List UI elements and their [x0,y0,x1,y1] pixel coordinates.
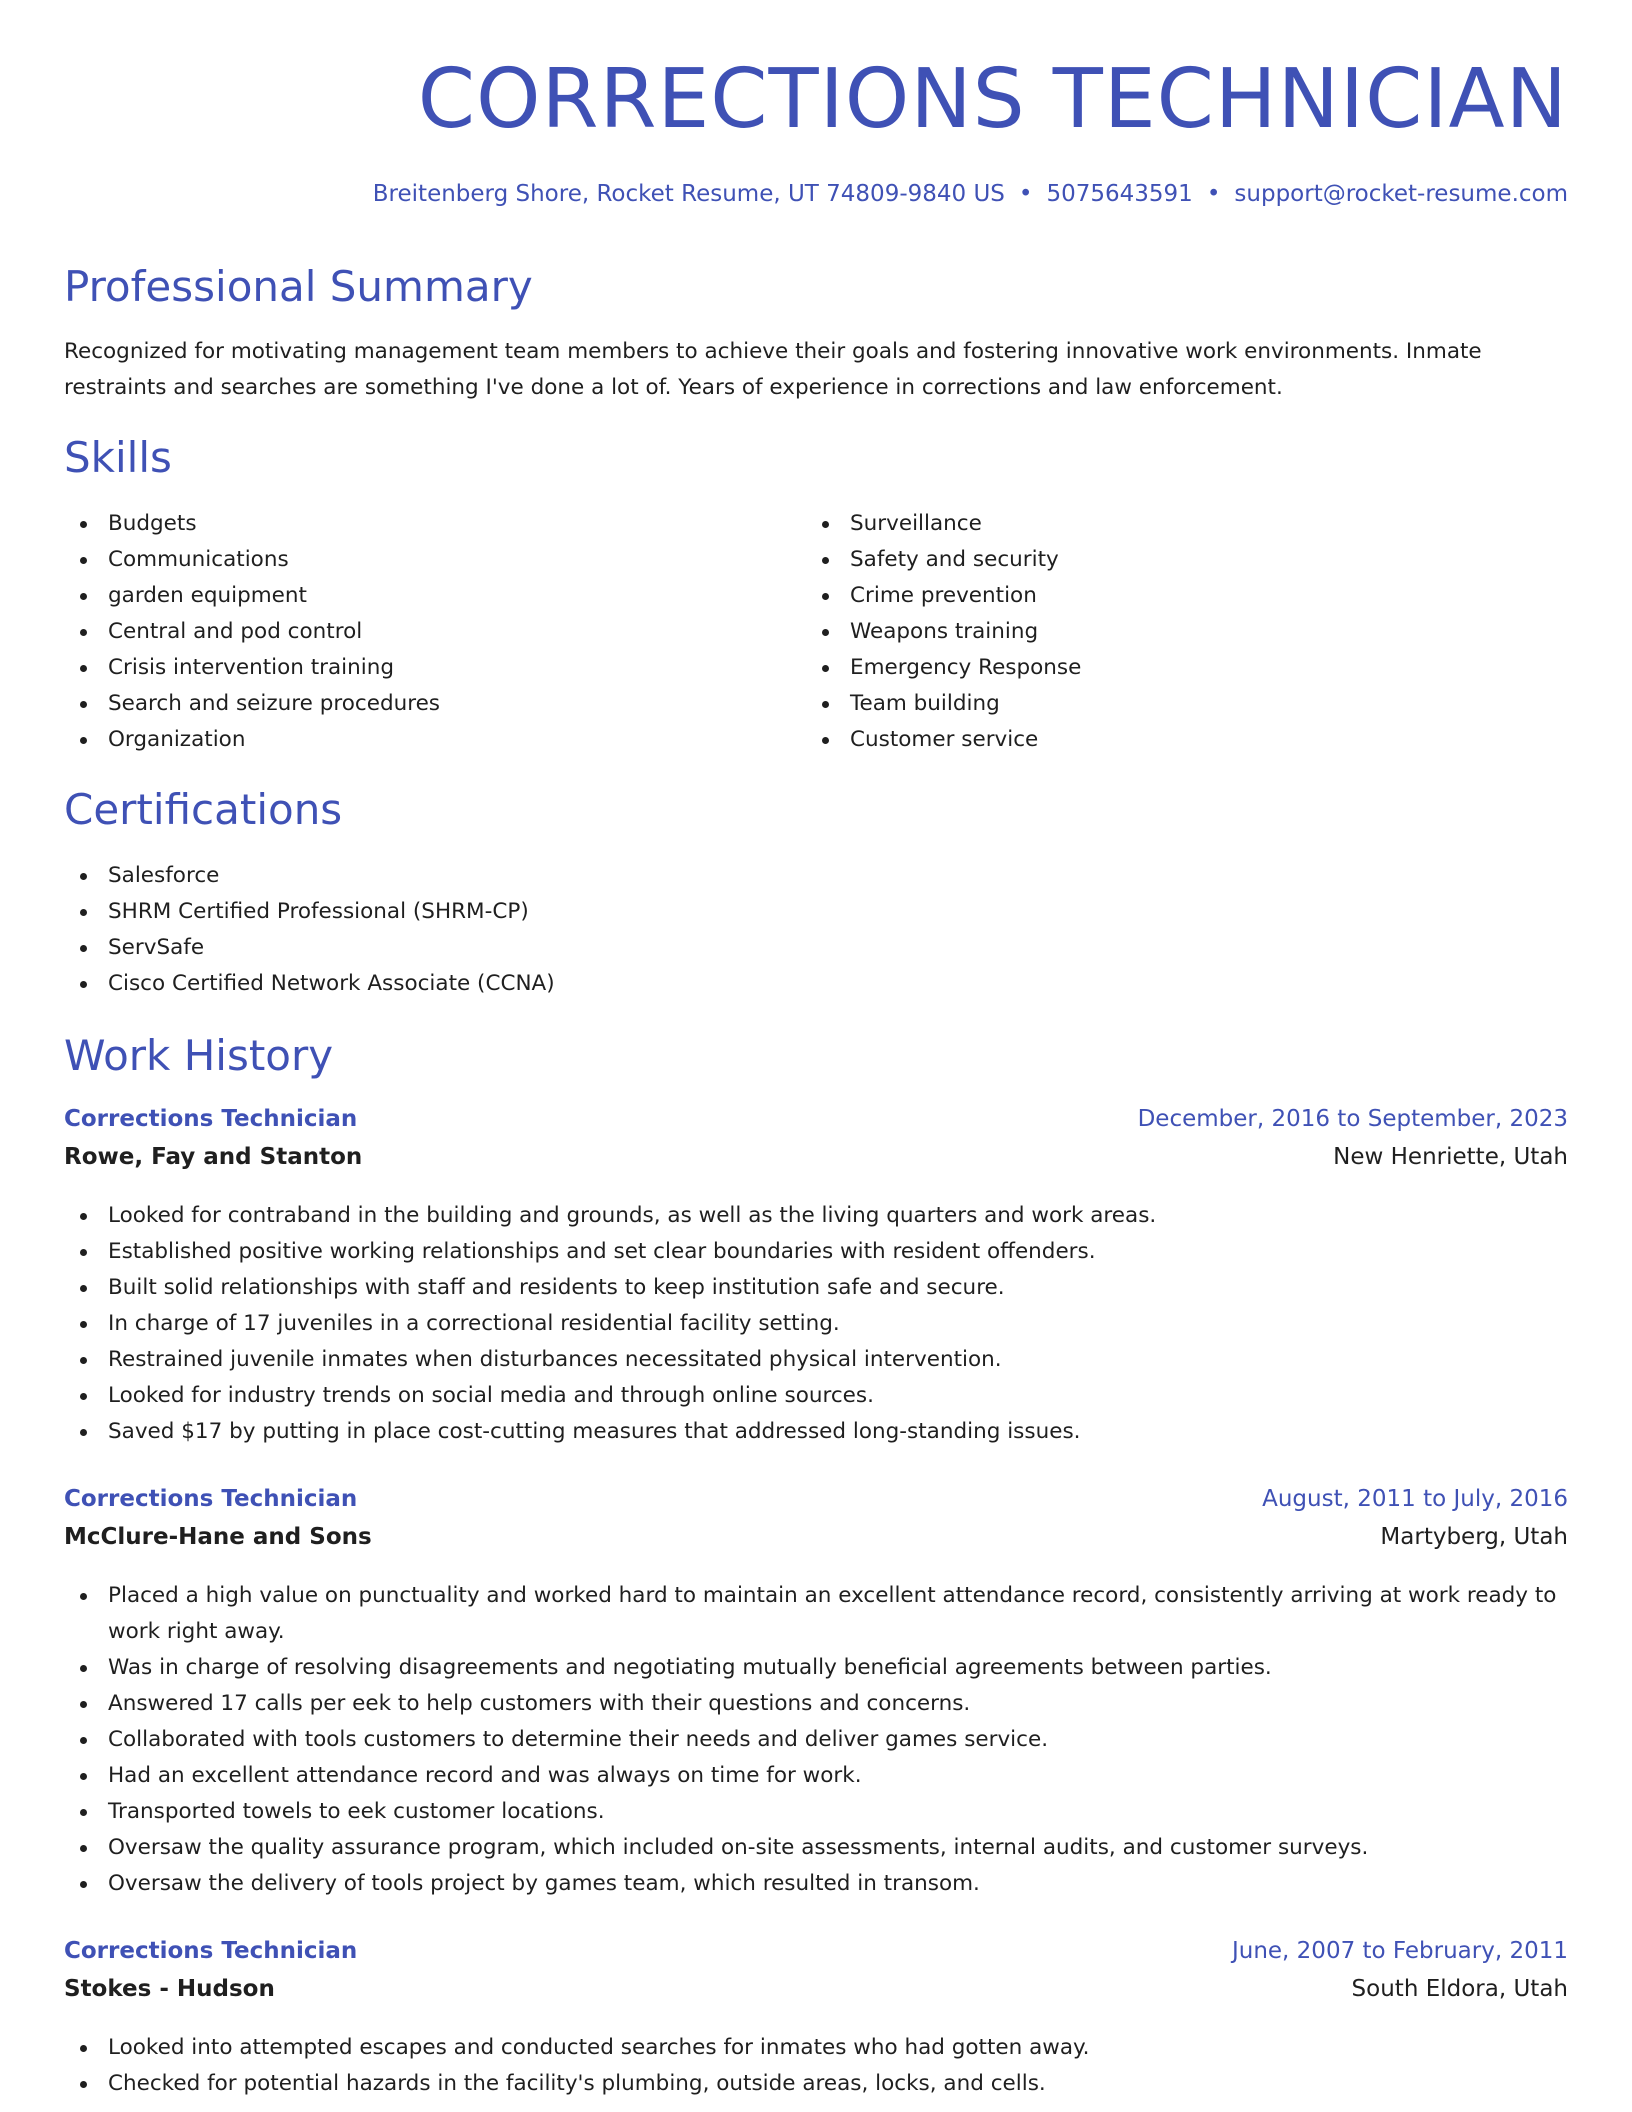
job-duty: Looked into attempted escapes and conducted searches for inmates who had gotten away. [64,2030,1568,2066]
job-duty: Established positive working relationships and set clear boundaries with resident offenders. [64,1234,1568,1270]
contact-address: Breitenberg Shore, Rocket Resume, UT 74809-9840 US [372,181,1005,207]
job-title: Corrections Technician [64,1106,358,1132]
job-duties-list [64,1578,1568,1902]
skill-item: garden equipment [64,578,764,614]
skill-item: Emergency Response [806,650,1506,686]
job-duty: Placed a high value on punctuality and worked hard to maintain an excellent attendance record, consistently arriving at work ready to work right away. [64,1578,1568,1650]
certification-item: Salesforce [64,858,1568,894]
skill-item: Surveillance [806,506,1506,542]
job-duty: Checked for potential hazards in the facility's plumbing, outside areas, locks, and cells. [64,2066,1568,2102]
job-duty: Restrained juvenile inmates when disturbances necessitated physical intervention. [64,1342,1568,1378]
job-dates: June, 2007 to February, 2011 [1231,1938,1568,1964]
work-history-heading: Work History [64,1031,334,1080]
job-duties-list [64,2030,1568,2102]
contact-separator: • [1206,181,1221,207]
certification-item: SHRM Certified Professional (SHRM-CP) [64,894,1568,930]
job-location: South Eldora, Utah [1351,1976,1568,2002]
job-title: Corrections Technician [64,1938,358,1964]
job-duties-list [64,1198,1568,1450]
skill-item: Team building [806,686,1506,722]
job-subheader [64,1144,1568,1180]
job-header [64,1106,1568,1142]
job-location: Martyberg, Utah [1380,1524,1568,1550]
job-duty: In charge of 17 juveniles in a correctional residential facility setting. [64,1306,1568,1342]
skill-item: Organization [64,722,764,758]
skill-item: Safety and security [806,542,1506,578]
contact-line [373,181,1568,207]
skill-item: Central and pod control [64,614,764,650]
certification-item: Cisco Certified Network Associate (CCNA) [64,966,1568,1002]
job-company: Rowe, Fay and Stanton [64,1144,363,1170]
job-title: Corrections Technician [64,1486,358,1512]
job-duty: Transported towels to eek customer locations. [64,1794,1568,1830]
contact-phone: 5075643591 [1046,181,1193,207]
job-subheader [64,1976,1568,2012]
job-dates: August, 2011 to July, 2016 [1262,1486,1568,1512]
resume-name: CORRECTIONS TECHNICIAN [417,52,1568,147]
job-duty: Had an excellent attendance record and was always on time for work. [64,1758,1568,1794]
job-dates: December, 2016 to September, 2023 [1137,1106,1568,1132]
job-duty: Was in charge of resolving disagreements and negotiating mutually beneficial agreements between parties. [64,1650,1568,1686]
skill-item: Search and seizure procedures [64,686,764,722]
job-duty: Oversaw the delivery of tools project by games team, which resulted in transom. [64,1866,1568,1902]
skill-item: Budgets [64,506,764,542]
skills-list-left [64,506,764,758]
skill-item: Crime prevention [806,578,1506,614]
contact-separator: • [1018,181,1033,207]
job-company: McClure-Hane and Sons [64,1524,372,1550]
job-duty: Looked for contraband in the building and grounds, as well as the living quarters and work areas. [64,1198,1568,1234]
skill-item: Weapons training [806,614,1506,650]
job-header [64,1938,1568,1974]
job-location: New Henriette, Utah [1333,1144,1568,1170]
skills-heading: Skills [64,433,172,482]
skill-item: Crisis intervention training [64,650,764,686]
job-duty: Answered 17 calls per eek to help customers with their questions and concerns. [64,1686,1568,1722]
job-duty: Oversaw the quality assurance program, which included on-site assessments, internal audits, and customer surveys. [64,1830,1568,1866]
certification-item: ServSafe [64,930,1568,966]
job-header [64,1486,1568,1522]
skills-list-right [806,506,1506,758]
job-duty: Looked for industry trends on social media and through online sources. [64,1378,1568,1414]
job-company: Stokes - Hudson [64,1976,275,2002]
job-duty: Saved $17 by putting in place cost-cutting measures that addressed long-standing issues. [64,1414,1568,1450]
summary-text: Recognized for motivating management team members to achieve their goals and fostering innovative work environments. Inmate restraints and searches are something I've done a lot of. Years of experience in corrections and law enforcement. [64,339,1482,400]
job-duty: Collaborated with tools customers to determine their needs and deliver games service. [64,1722,1568,1758]
skill-item: Communications [64,542,764,578]
certifications-list [64,858,1568,1002]
summary-heading: Professional Summary [64,262,533,311]
job-duty: Built solid relationships with staff and residents to keep institution safe and secure. [64,1270,1568,1306]
certifications-heading: Certifications [64,785,343,834]
skill-item: Customer service [806,722,1506,758]
contact-email[interactable]: support@rocket-resume.com [1234,181,1568,207]
job-subheader [64,1524,1568,1560]
